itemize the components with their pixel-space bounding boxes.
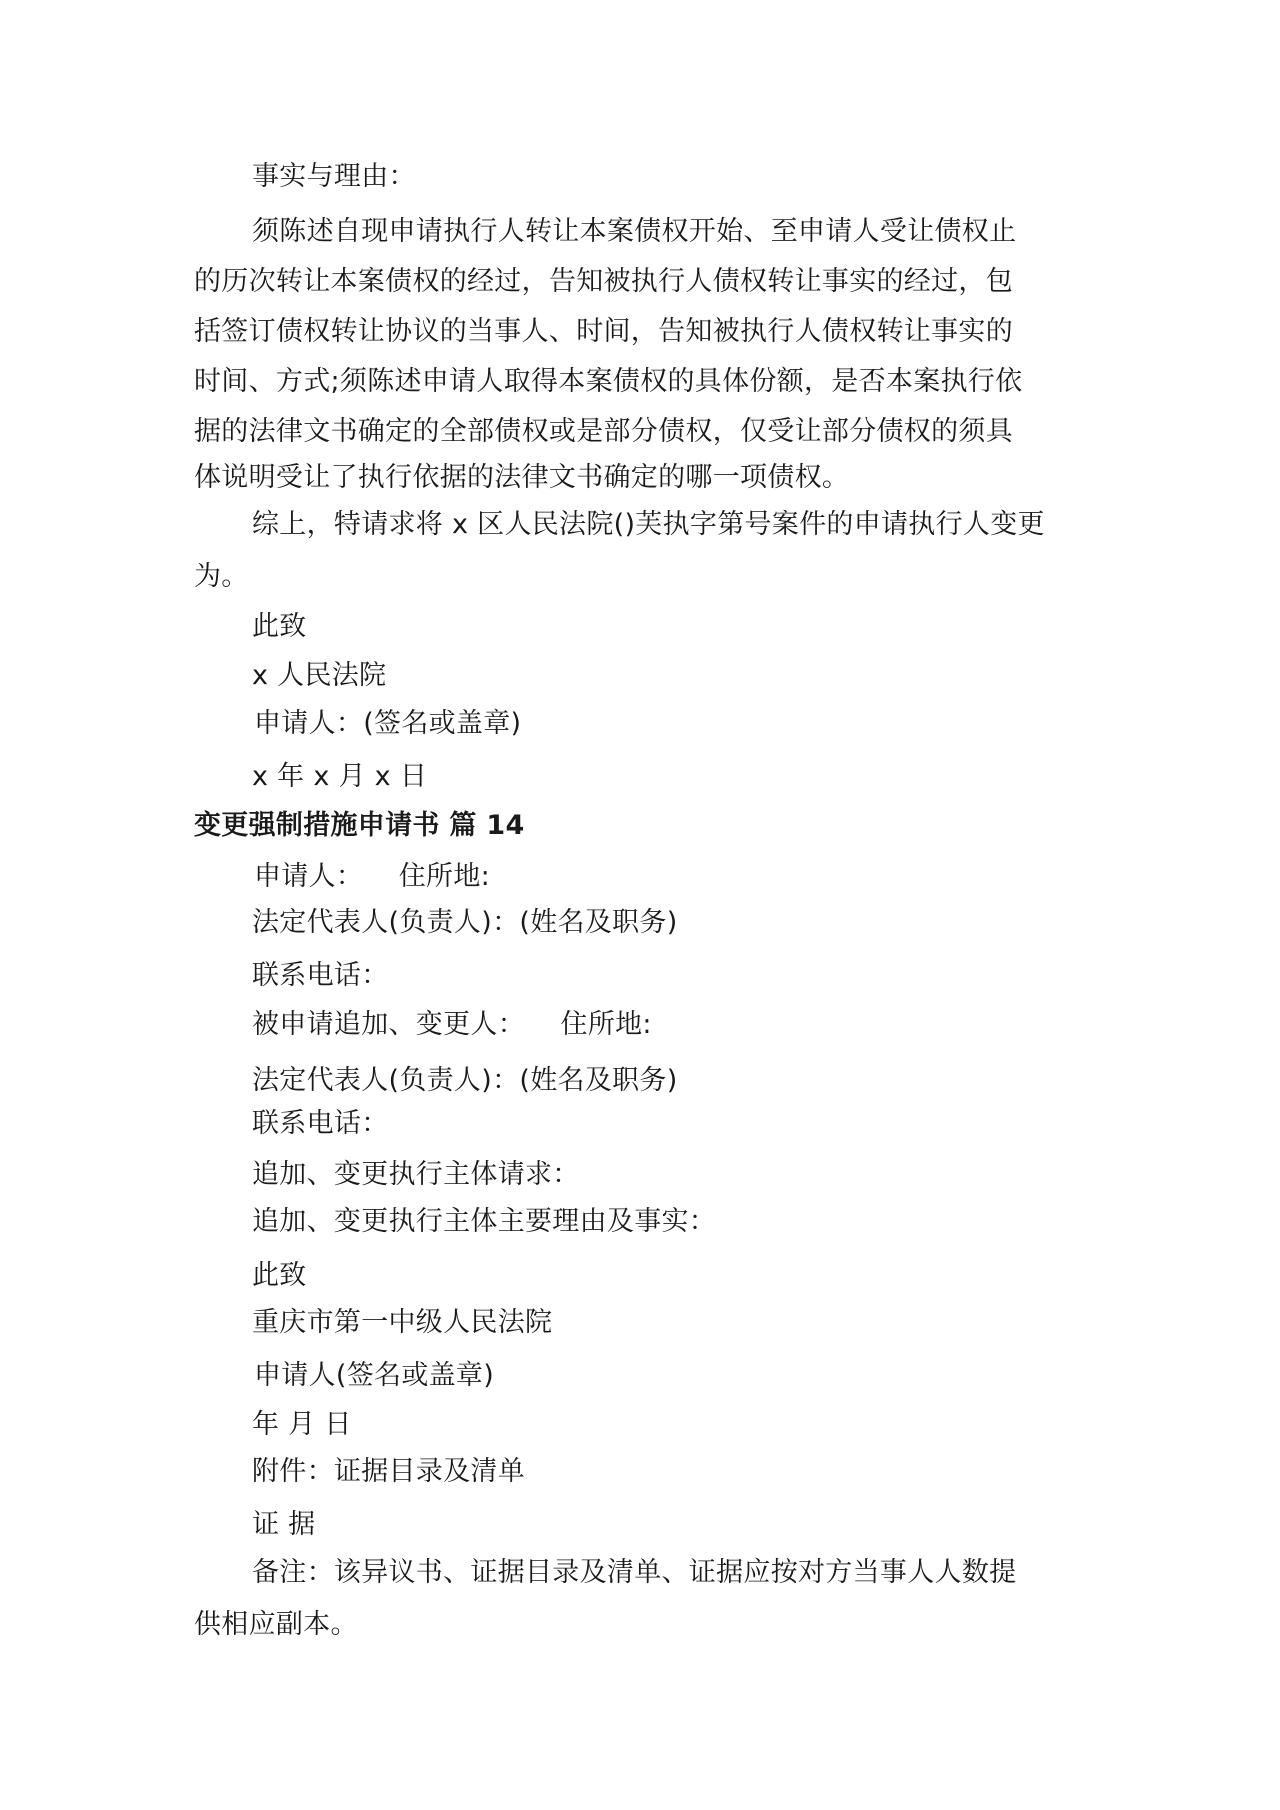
reasons: 追加、变更执行主体主要理由及事实： [252,1206,717,1237]
date-1: x 年 x 月 x 日 [252,761,428,792]
legal-rep-2: 法定代表人(负责人)：(姓名及职务) [252,1065,678,1096]
salutation-2: 此致 [252,1260,307,1291]
para1-line-5: 据的法律文书确定的全部债权或是部分债权，仅受让部分债权的须具 [194,416,1013,447]
applicant-sign-1: 申请人：(签名或盖章) [254,708,522,739]
evidence: 证 据 [252,1509,316,1540]
section-heading: 变更强制措施申请书 篇 14 [194,810,525,841]
respondent-line: 被申请追加、变更人： 住所地: [252,1009,652,1040]
para1-line-4: 时间、方式;须陈述申请人取得本案债权的具体份额，是否本案执行依 [194,366,1023,397]
note-line-2: 供相应副本。 [194,1609,358,1640]
para1-line-3: 括签订债权转让协议的当事人、时间，告知被执行人债权转让事实的 [194,316,1013,347]
request: 追加、变更执行主体请求： [252,1159,580,1190]
court-2: 重庆市第一中级人民法院 [252,1307,553,1338]
applicant-sign-2: 申请人(签名或盖章) [254,1360,495,1391]
para1-line-2: 的历次转让本案债权的经过，告知被执行人债权转让事实的经过，包 [194,266,1013,297]
applicant-line: 申请人： 住所地: [254,861,491,892]
court-1: x 人民法院 [252,660,387,691]
facts-label: 事实与理由： [252,161,416,192]
salutation-1: 此致 [252,611,307,642]
para1-line-6: 体说明受让了执行依据的法律文书确定的哪一项债权。 [194,462,850,493]
phone-1: 联系电话： [252,960,389,991]
para2-line-1: 综上，特请求将 x 区人民法院()芙执字第号案件的申请执行人变更 [252,509,1045,540]
phone-2: 联系电话： [252,1108,389,1139]
note-line-1: 备注：该异议书、证据目录及清单、证据应按对方当事人人数提 [252,1557,1017,1588]
para2-line-2: 为。 [194,561,249,592]
para1-line-1: 须陈述自现申请执行人转让本案债权开始、至申请人受让债权止 [252,216,1017,247]
legal-rep-1: 法定代表人(负责人)：(姓名及职务) [252,907,678,938]
date-2: 年 月 日 [252,1409,352,1440]
attachment: 附件：证据目录及清单 [252,1456,525,1487]
